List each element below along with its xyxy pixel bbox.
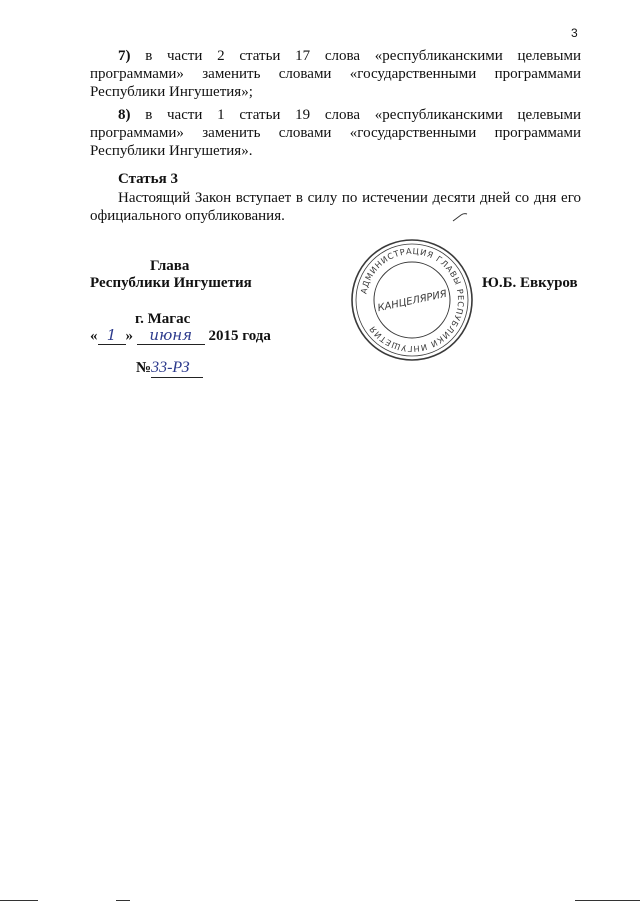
signature-title-line2: Республики Ингушетия [90, 275, 252, 291]
footer-divider [0, 900, 38, 901]
date-month: июня [137, 326, 205, 345]
date-open-quote: « [90, 328, 98, 344]
svg-text:КАНЦЕЛЯРИЯ: КАНЦЕЛЯРИЯ [376, 288, 448, 315]
pen-mark-icon [452, 212, 468, 222]
signatory-name: Ю.Б. Евкуров [482, 275, 578, 291]
date-day: 1 [98, 326, 126, 345]
number-prefix: № [136, 360, 152, 376]
signing-date [90, 326, 271, 345]
date-year: 2015 года [208, 328, 271, 344]
signature-title-line1: Глава [150, 258, 190, 274]
item-7-number: 7) [118, 48, 131, 64]
footer-divider [575, 900, 640, 901]
item-8-number: 8) [118, 107, 131, 123]
item-7-text: в части 2 статьи 17 слова «республиканскими целевыми программами» заменить словами «государственными программами Республики Ингушетия»; [90, 48, 581, 100]
item-7 [90, 47, 581, 101]
page-number: 3 [571, 26, 578, 40]
footer-divider [116, 900, 130, 901]
article-text: Настоящий Закон вступает в силу по истечении десяти дней со дня его официального опубликования. [90, 190, 581, 224]
item-8 [90, 106, 581, 160]
law-number [136, 359, 203, 378]
office-seal-icon [348, 236, 476, 364]
date-close-quote: » [125, 328, 133, 344]
number-value: 33-РЗ [151, 359, 203, 378]
item-8-text: в части 1 статьи 19 слова «республиканскими целевыми программами» заменить словами «государственными программами Республики Ингушетия». [90, 107, 581, 159]
svg-text:АДМИНИСТРАЦИЯ ГЛАВЫ РЕСПУБЛИКИ: АДМИНИСТРАЦИЯ ГЛАВЫ РЕСПУБЛИКИ ИНГУШЕТИЯ [358, 245, 467, 355]
article-heading: Статья 3 [118, 171, 178, 187]
place-of-signing: г. Магас [135, 311, 191, 327]
